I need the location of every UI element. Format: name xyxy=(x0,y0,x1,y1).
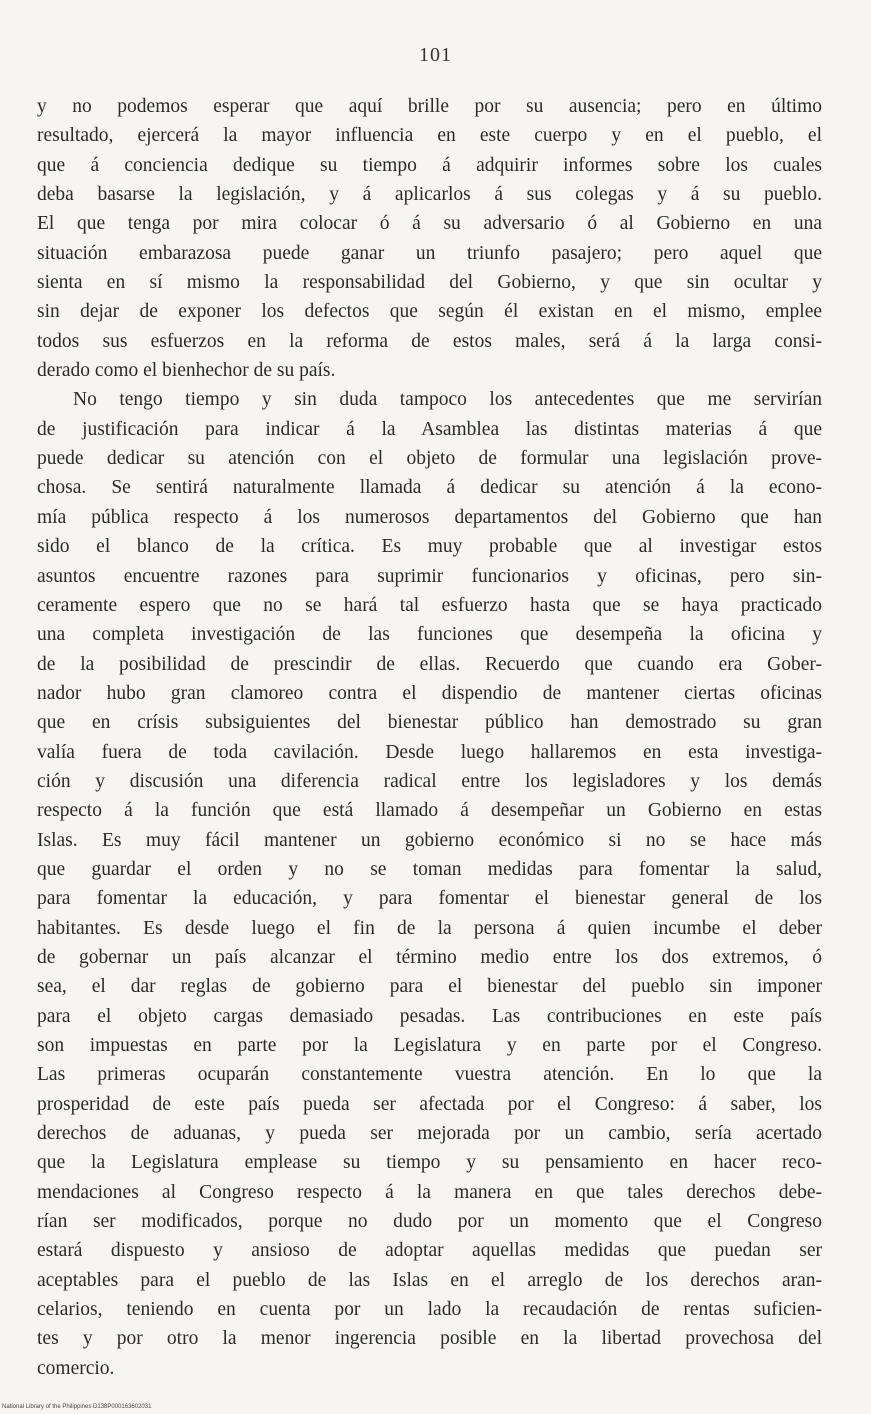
text-line: ceramente espero que no se hará tal esfuerzo hasta que se haya practicado xyxy=(37,594,822,616)
page-number: 101 xyxy=(419,44,452,66)
text-line: estará dispuesto y ansioso de adoptar aquellas medidas que puedan ser xyxy=(37,1240,822,1262)
text-line: sido el blanco de la crítica. Es muy probable que al investigar estos xyxy=(37,536,822,558)
text-line: situación embarazosa puede ganar un triunfo pasajero; pero aquel que xyxy=(37,242,822,264)
text-line: derechos de aduanas, y pueda ser mejorada por un cambio, sería acertado xyxy=(37,1123,822,1145)
text-line: y no podemos esperar que aquí brille por su ausencia; pero en último xyxy=(37,96,822,117)
text-line: para el objeto cargas demasiado pesadas. Las contribuciones en este país xyxy=(37,1005,822,1027)
text-line: derado como el bienhechor de su país. xyxy=(37,360,336,382)
text-line: puede dedicar su atención con el objeto de formular una legislación prove- xyxy=(37,448,822,470)
text-line: respecto á la función que está llamado á desempeñar un Gobierno en estas xyxy=(37,800,822,822)
text-line: comercio. xyxy=(37,1357,115,1379)
text-line: chosa. Se sentirá naturalmente llamada á dedicar su atención á la econo- xyxy=(37,477,822,499)
text-line: ción y discusión una diferencia radical entre los legisladores y los demás xyxy=(37,770,822,792)
text-line: habitantes. Es desde luego el fin de la persona á quien incumbe el deber xyxy=(37,917,822,939)
text-line: asuntos encuentre razones para suprimir funcionarios y oficinas, pero sin- xyxy=(37,565,822,587)
text-line: tes y por otro la menor ingerencia posible en la libertad provechosa del xyxy=(37,1328,822,1350)
text-line: sea, el dar reglas de gobierno para el bienestar del pueblo sin imponer xyxy=(37,976,822,998)
text-line: que guardar el orden y no se toman medidas para fomentar la salud, xyxy=(37,858,822,880)
text-line: Las primeras ocuparán constantemente vuestra atención. En lo que la xyxy=(37,1064,822,1086)
text-line: rían ser modificados, porque no dudo por un momento que el Congreso xyxy=(37,1211,822,1233)
text-line: una completa investigación de las funciones que desempeña la oficina y xyxy=(37,624,822,646)
text-line: de justificación para indicar á la Asamblea las distintas materias á que xyxy=(37,418,822,440)
text-line: mía pública respecto á los numerosos departamentos del Gobierno que han xyxy=(37,506,822,528)
text-line: No tengo tiempo y sin duda tampoco los antecedentes que me servirían xyxy=(73,389,822,411)
text-line: sin dejar de exponer los defectos que según él existan en el mismo, emplee xyxy=(37,301,822,323)
text-line: sienta en sí mismo la responsabilidad del Gobierno, y que sin ocultar y xyxy=(37,272,822,294)
text-line: para fomentar la educación, y para fomentar el bienestar general de los xyxy=(37,888,822,910)
text-line: celarios, teniendo en cuenta por un lado la recaudación de rentas suficien- xyxy=(37,1299,822,1321)
text-line: Islas. Es muy fácil mantener un gobierno económico si no se hace más xyxy=(37,829,822,851)
text-line: nador hubo gran clamoreo contra el dispendio de mantener ciertas oficinas xyxy=(37,682,822,704)
text-line: todos sus esfuerzos en la reforma de estos males, será á la larga consi- xyxy=(37,330,822,352)
body-text xyxy=(37,92,822,1383)
text-line: valía fuera de toda cavilación. Desde luego hallaremos en esta investiga- xyxy=(37,741,822,763)
text-line: El que tenga por mira colocar ó á su adversario ó al Gobierno en una xyxy=(37,213,822,235)
text-line: de la posibilidad de prescindir de ellas. Recuerdo que cuando era Gober- xyxy=(37,653,822,675)
text-line: aceptables para el pueblo de las Islas en el arreglo de los derechos aran- xyxy=(37,1269,822,1291)
text-line: que la Legislatura emplease su tiempo y su pensamiento en hacer reco- xyxy=(37,1152,822,1174)
text-line: que en crísis subsiguientes del bienestar público han demostrado su gran xyxy=(37,712,822,734)
footer-caption: National Library of the Philippines D138P000163602031 xyxy=(2,1404,152,1410)
text-line: de gobernar un país alcanzar el término medio entre los dos extremos, ó xyxy=(37,946,822,968)
text-line: deba basarse la legislación, y á aplicarlos á sus colegas y á su pueblo. xyxy=(37,184,822,206)
text-line: prosperidad de este país pueda ser afectada por el Congreso: á saber, los xyxy=(37,1093,822,1115)
text-line: son impuestas en parte por la Legislatura y en parte por el Congreso. xyxy=(37,1035,822,1056)
text-line: resultado, ejercerá la mayor influencia en este cuerpo y en el pueblo, el xyxy=(37,125,822,147)
text-line: mendaciones al Congreso respecto á la manera en que tales derechos debe- xyxy=(37,1181,822,1203)
text-line: que á conciencia dedique su tiempo á adquirir informes sobre los cuales xyxy=(37,154,822,176)
